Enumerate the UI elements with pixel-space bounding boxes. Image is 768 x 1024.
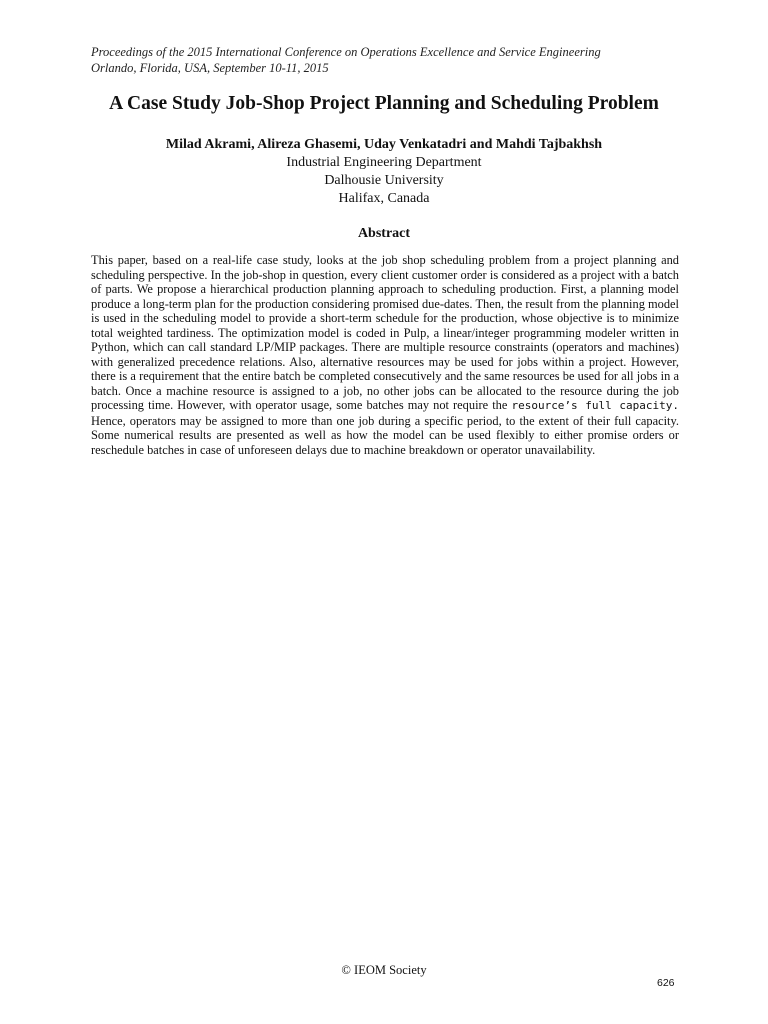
affiliation-location: Halifax, Canada (338, 191, 430, 206)
paper-authors: Milad Akrami, Alireza Ghasemi, Uday Venkatadri and Mahdi Tajbakhsh (165, 137, 603, 152)
proceedings-header (91, 44, 601, 76)
proceedings-line-2: Orlando, Florida, USA, September 10-11, 2015 (91, 61, 329, 75)
footer-society: © IEOM Society (341, 963, 427, 977)
paper-title: A Case Study Job-Shop Project Planning and Scheduling Problem (109, 93, 659, 114)
affiliation-department: Industrial Engineering Department (286, 155, 482, 170)
proceedings-line-1: Proceedings of the 2015 International Conference on Operations Excellence and Service Engineering (91, 45, 601, 59)
abstract-text-part-1: This paper, based on a real-life case study, looks at the job shop scheduling problem from a project planning and scheduling perspective. In the job-shop in question, every client customer order is considered as a project with a batch of parts. We propose a hierarchical production planning approach to scheduling production. First, a planning model produce a long-term plan for the production considering promised due-dates. Then, the result from the planning model is used in the scheduling model to provide a short-term schedule for the production, whose objective is to minimize total weighted tardiness. The optimization model is coded in Pulp, a linear/integer programming modeler written in Python, which can call standard LP/MIP packages. There are multiple resource constraints (operators and machines) with generalized precedence relations. Also, alternative resources may be used for jobs within a project. However, there is a requirement that the entire batch be completed consecutively and the same resources be used for all jobs in a batch. Once a machine resource is assigned to a job, no other jobs can be allocated to the resource during the job processing time. However, with operator usage, some batches may not require the (91, 253, 679, 412)
page-number: 626 (657, 977, 675, 989)
abstract-text-part-2: Hence, operators may be assigned to more than one job during a specific period, to the extent of their full capacity. Some numerical results are presented as well as how the model can be used flexibly to either promise orders or reschedule batches in case of unforeseen delays due to machine breakdown or operator unavailability. (91, 413, 679, 457)
affiliation-university: Dalhousie University (324, 173, 444, 188)
abstract-text-mono: resource’s full capacity. (511, 399, 679, 412)
abstract-heading: Abstract (357, 226, 411, 241)
abstract-body (91, 253, 679, 457)
